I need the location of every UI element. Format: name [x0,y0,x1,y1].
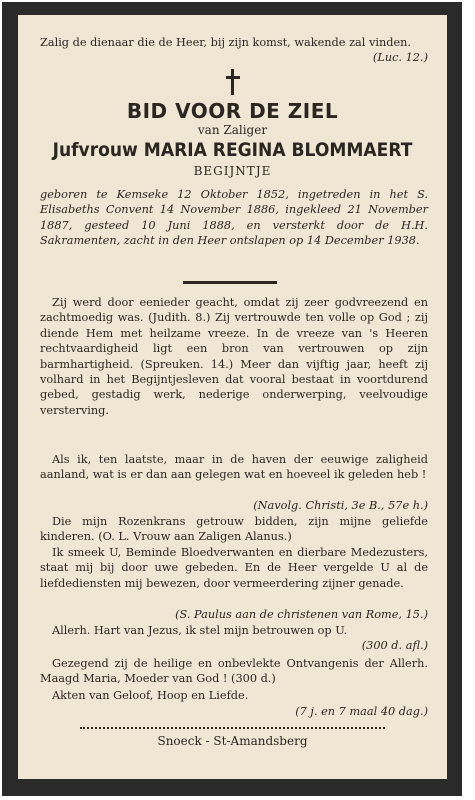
cross-icon [226,69,240,95]
divider [183,281,277,284]
printer-imprint: Snoeck - St-Amandsberg [157,734,308,748]
memorial-card-border [2,2,462,796]
paragraph-5-ref: (300 d. afl.) [361,639,428,652]
paragraph-4: Ik smeek U, Beminde Bloedverwanten en dierbare Medezusters, staat mij bij door uwe gebeden. En de Heer vergelde U al de liefdediensten mij bewezen, door vermeerdering zijner genade. [40,546,428,590]
memorial-card [18,15,447,779]
paragraph-2-ref: (Navolg. Christi, 3e B., 57e h.) [253,499,428,512]
paragraph-2: Als ik, ten laatste, maar in de haven der eeuwige zaligheid aanland, wat is er dan aan gelegen wat en hoeveel ik geleden heb ! [40,453,428,482]
epigraph [40,35,428,50]
prayer-heading: BID VOOR DE ZIEL [126,99,339,123]
paragraph-7-ref: (7 j. en 7 maal 40 dag.) [295,705,428,718]
paragraph-3: Die mijn Rozenkrans getrouw bidden, zijn mijne geliefde kinderen. (O. L. Vrouw aan Zaligen Alanus.) [40,515,428,544]
epigraph-text: Zalig de dienaar die de Heer, bij zijn komst, wakende zal vinden. [40,36,412,49]
paragraph-1: Zij werd door eenieder geacht, omdat zij zeer godvreezend en zachtmoedig was. (Judith. 8.) Zij vertrouwde ten volle op God ; zij diende Hem met heilzame vreeze. In de vreeze van 's Heeren rechtvaardigheid ligt een bron van vertrouwen op zijn barmhartigheid. (Spreuken. 14.) Meer dan vijftig jaar, heeft zij volhard in het Begijntjesleven dat vooral bestaat in voortdurend gebed, gestadig werk, nederige onderwerping, veelvoudige versterving. [40,296,428,417]
biography: geboren te Kemseke 12 Oktober 1852, ingetreden in het S. Elisabeths Convent 14 November 1886, ingekleed 21 November 1887, gesteed 10 Juni 1888, en versterkt door de H.H. Sakramenten, zacht in den Heer ontslapen op 14 December 1938. [40,188,428,248]
deceased-name: Jufvrouw MARIA REGINA BLOMMAERT [52,139,413,161]
paragraph-5: Allerh. Hart van Jezus, ik stel mijn betrouwen op U. [52,624,348,637]
van-zaliger: van Zaliger [197,123,268,137]
paragraph-4-ref: (S. Paulus aan de christenen van Rome, 15.) [175,608,428,621]
paragraph-7: Akten van Geloof, Hoop en Liefde. [52,689,249,702]
paragraph-6: Gezegend zij de heilige en onbevlekte Ontvangenis der Allerh. Maagd Maria, Moeder van God ! (300 d.) [40,657,428,686]
deceased-subtitle: BEGIJNTJE [193,164,272,178]
dotted-divider [80,727,385,729]
epigraph-ref: (Luc. 12.) [372,51,428,64]
